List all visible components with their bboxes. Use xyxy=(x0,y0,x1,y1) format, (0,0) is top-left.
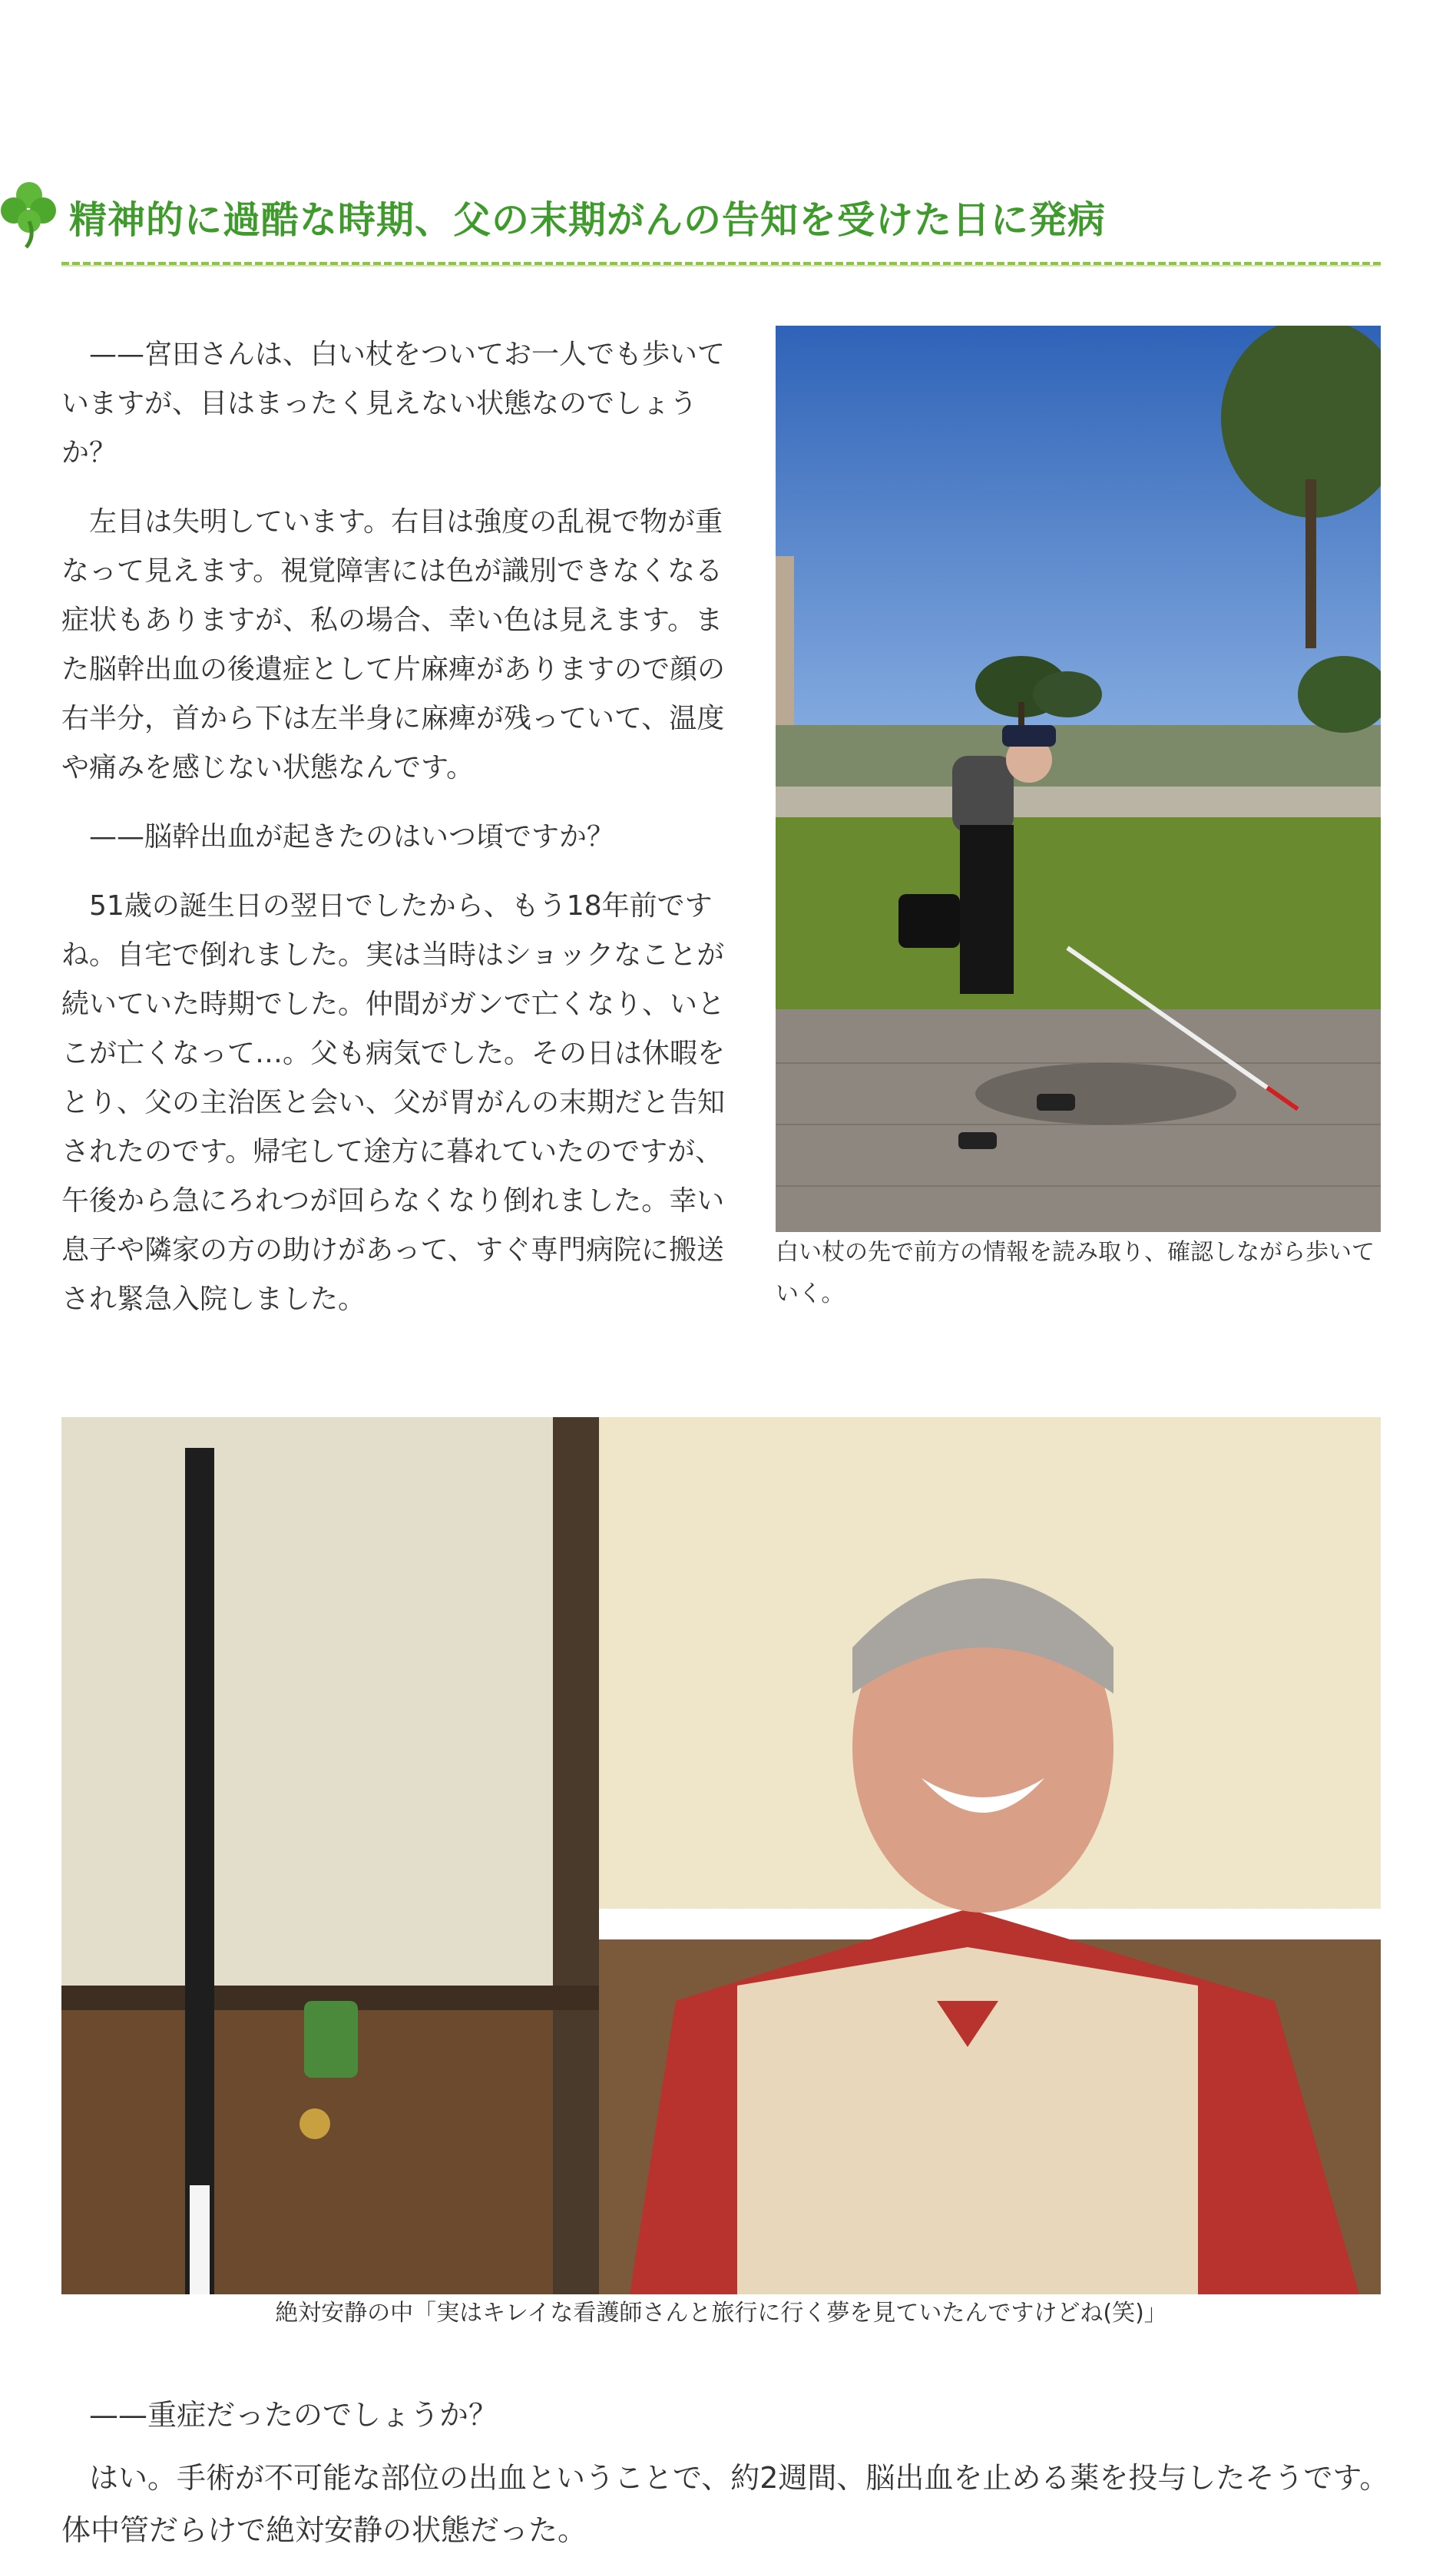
interview-question: ——脳幹出血が起きたのはいつ頃ですか？ xyxy=(89,821,615,853)
section-title: 精神的に過酷な時期、父の末期がんの告知を受けた日に発病 xyxy=(69,198,1107,242)
walking-photo xyxy=(776,326,1381,1232)
portrait-photo xyxy=(61,1417,1381,2294)
article-body xyxy=(61,330,737,1344)
clover-icon xyxy=(0,175,58,249)
interview-answer: 51歳の誕生日の翌日でしたから、もう18年前ですね。自宅で倒れました。実は当時はショックなことが続いていた時期でした。仲間がガンで亡くなり、いとこが亡くなって…。父も病気でした。その日は休暇をとり、父の主治医と会い、父が胃がんの末期だと告知されたのです。帰宅して途方に暮れていたのですが、午後から急にろれつが回らなくなり倒れました。幸い息子や隣家の方の助けがあって、すぐ専門病院に搬送され緊急入院しました。 xyxy=(61,890,726,1315)
interview-answer: 左目は失明しています。右目は強度の乱視で物が重なって見えます。視覚障害には色が識別できなくなる症状もありますが、私の場合、幸い色は見えます。また脳幹出血の後遺症として片麻痺がありますので顔の右半分，首から下は左半身に麻痺が残っていて、温度や痛みを感じない状態なんです。 xyxy=(61,506,726,783)
interview-question: ——宮田さんは、白い杖をついてお一人でも歩いていますが、目はまったく見えない状態なのでしょうか？ xyxy=(61,339,726,469)
article-continuation xyxy=(61,2389,1398,2567)
portrait-photo-caption: 絶対安静の中「実はキレイな看護師さんと旅行に行く夢を見ていたんですけどね(笑)」 xyxy=(275,2300,1167,2327)
interview-answer: はい。手術が不可能な部位の出血ということで、約2週間、脳出血を止める薬を投与したそうです。体中管だらけで絶対安静の状態だった。 xyxy=(61,2461,1389,2547)
heading-divider xyxy=(61,260,1381,267)
interview-question: ——重症だったのでしょうか？ xyxy=(89,2398,498,2432)
walking-photo-caption: 白い杖の先で前方の情報を読み取り、確認しながら歩いていく。 xyxy=(776,1239,1375,1307)
section-heading xyxy=(0,169,1382,269)
